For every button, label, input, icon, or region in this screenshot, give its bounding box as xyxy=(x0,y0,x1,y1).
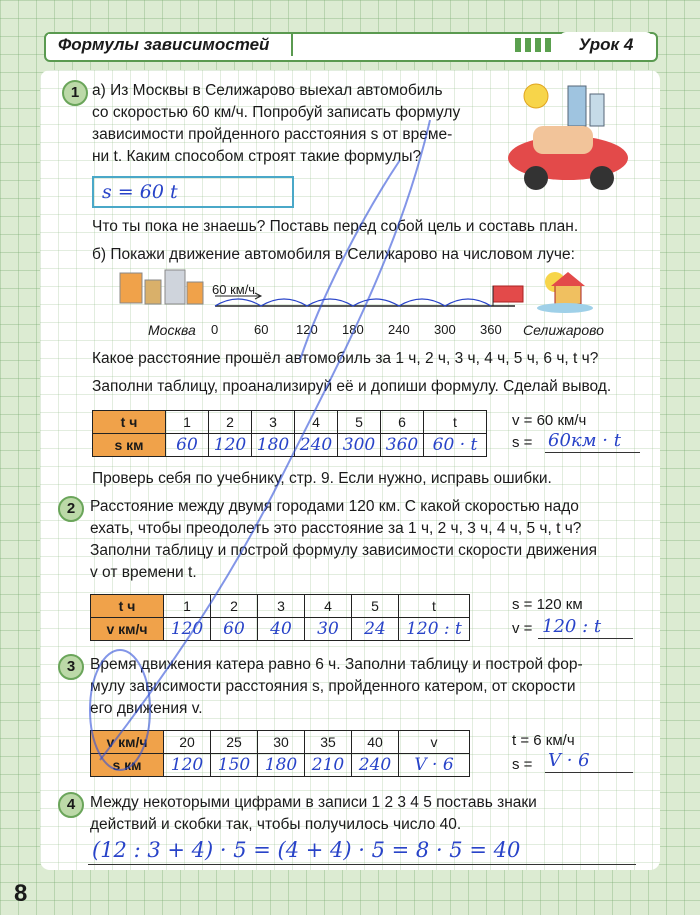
ray-tick-label: 180 xyxy=(342,322,364,337)
table-cell: 5 xyxy=(338,411,381,434)
table-cell: 20 xyxy=(164,731,211,754)
table-cell: 3 xyxy=(258,595,305,618)
table-cell-answer: V · 6 xyxy=(399,754,470,777)
row-label: v км/ч xyxy=(91,731,164,754)
table-cell-answer: 240 xyxy=(295,434,338,457)
ray-tick-label: 120 xyxy=(296,322,318,337)
table-cell: 4 xyxy=(295,411,338,434)
car-illustration xyxy=(498,78,638,198)
distance-question: Какое расстояние прошёл автомобиль за 1 ч, 2 ч, 3 ч, 4 ч, 5 ч, 6 ч, t ч? xyxy=(92,350,599,367)
side-time: t = 6 км/ч xyxy=(512,732,575,749)
task3-line1: Время движения катера равно 6 ч. Заполни таблицу и построй фор- xyxy=(90,656,583,673)
row-label: t ч xyxy=(93,411,166,434)
table-cell-answer: 120 : t xyxy=(399,618,470,641)
task1-line1: а) Из Москвы в Селижарово выехал автомобиль xyxy=(92,82,443,99)
table-cell-answer: 120 xyxy=(164,754,211,777)
task2-line2: ехать, чтобы преодолеть это расстояние за 1 ч, 2 ч, 3 ч, 4 ч, 5 ч, t ч? xyxy=(90,520,582,537)
row-label: t ч xyxy=(91,595,164,618)
task-number-3: 3 xyxy=(58,654,84,680)
task4-line2: действий и скобки так, чтобы получилось число 40. xyxy=(90,816,462,833)
table-cell: 2 xyxy=(209,411,252,434)
speed-label: 60 км/ч xyxy=(212,282,256,297)
table-cell-answer: 60 xyxy=(166,434,209,457)
table-cell: 2 xyxy=(211,595,258,618)
table-cell-answer: 60 xyxy=(211,618,258,641)
row-label: s км xyxy=(93,434,166,457)
answer-line xyxy=(545,452,640,453)
ray-tick-label: 0 xyxy=(211,322,219,337)
goal-text: Что ты пока не знаешь? Поставь перед собой цель и составь план. xyxy=(92,218,579,235)
table-cell-answer: 150 xyxy=(211,754,258,777)
side-s-label: s = xyxy=(512,756,533,773)
side-s-formula: 60км · t xyxy=(548,430,621,451)
table-cell-answer: 300 xyxy=(338,434,381,457)
table-cell-answer: 240 xyxy=(352,754,399,777)
task3-line2: мулу зависимости расстояния s, пройденного катером, от скорости xyxy=(90,678,576,695)
table-cell: 3 xyxy=(252,411,295,434)
answer-line xyxy=(545,772,633,773)
table-cell-answer: 60 · t xyxy=(424,434,487,457)
task2-line1: Расстояние между двумя городами 120 км. С какой скоростью надо xyxy=(90,498,579,515)
task3-line3: его движения v. xyxy=(90,700,203,717)
task-number-2: 2 xyxy=(58,496,84,522)
fill-table-instruction: Заполни таблицу, проанализируй её и допиши формулу. Сделай вывод. xyxy=(92,378,612,395)
ray-tick-label: 300 xyxy=(434,322,456,337)
table-cell: v xyxy=(399,731,470,754)
task4-answer: (12 : 3 + 4) · 5 = (4 + 4) · 5 = 8 · 5 = 40 xyxy=(92,838,521,862)
lesson-label: Урок 4 xyxy=(560,32,652,58)
table-cell: 4 xyxy=(305,595,352,618)
table-cell-answer: 120 xyxy=(164,618,211,641)
side-v-label: v = xyxy=(512,620,533,637)
ray-tick-label: 360 xyxy=(480,322,502,337)
check-text: Проверь себя по учебнику, стр. 9. Если нужно, исправь ошибки. xyxy=(92,470,552,487)
task1-line4: ни t. Каким способом строят такие формулы? xyxy=(92,148,422,165)
task1-line3: зависимости пройденного расстояния s от време- xyxy=(92,126,453,143)
side-distance: s = 120 км xyxy=(512,596,583,613)
task2-line4: v от времени t. xyxy=(90,564,197,581)
table-cell: 40 xyxy=(352,731,399,754)
table-cell: t xyxy=(424,411,487,434)
to-city-label: Селижарово xyxy=(523,322,604,338)
table-cell: 6 xyxy=(381,411,424,434)
side-s-formula: V · 6 xyxy=(548,750,590,771)
table-cell: 5 xyxy=(352,595,399,618)
table-cell-answer: 210 xyxy=(305,754,352,777)
part-b-text: б) Покажи движение автомобиля в Селижарово на числовом луче: xyxy=(92,246,575,263)
page-title: Формулы зависимостей xyxy=(48,34,293,56)
table-cell-answer: 360 xyxy=(381,434,424,457)
answer-formula-box: s = 60 t xyxy=(92,176,294,208)
table-cell-answer: 120 xyxy=(209,434,252,457)
task2-line3: Заполни таблицу и построй формулу зависимости скорости движения xyxy=(90,542,597,559)
table-cell-answer: 30 xyxy=(305,618,352,641)
task4-line1: Между некоторыми цифрами в записи 1 2 3 4 5 поставь знаки xyxy=(90,794,537,811)
side-s-label: s = xyxy=(512,434,533,451)
side-v-formula: 120 : t xyxy=(542,616,602,637)
handwritten-scribble xyxy=(60,100,480,780)
header-stripes xyxy=(515,38,551,52)
side-speed: v = 60 км/ч xyxy=(512,412,587,429)
table-cell: 35 xyxy=(305,731,352,754)
table-cell: 1 xyxy=(164,595,211,618)
answer-line xyxy=(538,638,633,639)
table-cell-answer: 40 xyxy=(258,618,305,641)
answer-line xyxy=(88,864,636,865)
table-cell: 1 xyxy=(166,411,209,434)
ray-tick-label: 240 xyxy=(388,322,410,337)
task-number-4: 4 xyxy=(58,792,84,818)
table-cell-answer: 24 xyxy=(352,618,399,641)
table-cell: 30 xyxy=(258,731,305,754)
row-label: s км xyxy=(91,754,164,777)
task1-line2: со скоростью 60 км/ч. Попробуй записать формулу xyxy=(92,104,461,121)
table-cell-answer: 180 xyxy=(252,434,295,457)
table-cell-answer: 180 xyxy=(258,754,305,777)
table-cell: 25 xyxy=(211,731,258,754)
row-label: v км/ч xyxy=(91,618,164,641)
ray-tick-label: 60 xyxy=(254,322,269,337)
task-number-1: 1 xyxy=(62,80,88,106)
table-cell: t xyxy=(399,595,470,618)
from-city-label: Москва xyxy=(148,322,196,338)
page-number: 8 xyxy=(14,880,28,907)
